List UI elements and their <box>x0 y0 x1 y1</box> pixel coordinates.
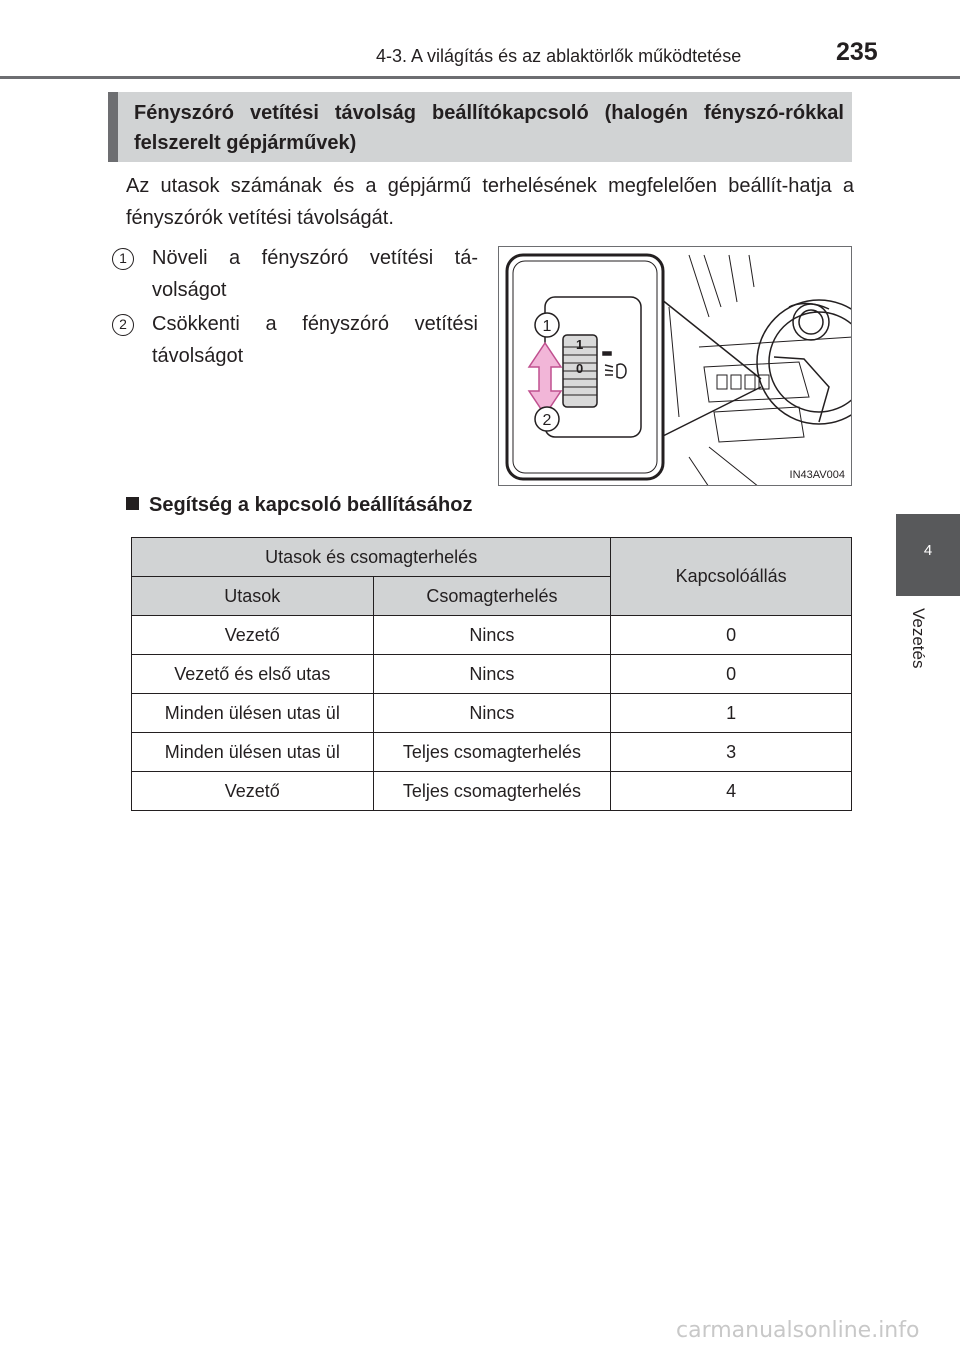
table-row <box>132 733 852 772</box>
load-table <box>131 537 852 811</box>
svg-text:2: 2 <box>542 412 552 429</box>
table-cell: Vezető és első utas <box>132 655 374 694</box>
callout-2 <box>535 407 559 431</box>
chapter-tab <box>896 514 960 596</box>
sub-heading <box>126 494 472 517</box>
table-cell: 1 <box>611 694 852 733</box>
table-cell: Vezető <box>132 772 374 811</box>
section-title: Fényszóró vetítési távolság beállítókapcsoló (halogén fényszó-rókkal felszerelt gépjárművek) <box>134 102 844 154</box>
table-cell: Vezető <box>132 616 374 655</box>
table-cell: Nincs <box>373 694 611 733</box>
table-cell: 0 <box>611 655 852 694</box>
table-cell: Minden ülésen utas ül <box>132 733 374 772</box>
running-header: 4-3. A világítás és az ablaktörlők működtetése <box>376 46 742 66</box>
figure-code: IN43AV004 <box>789 469 845 481</box>
table-cell: Teljes csomagterhelés <box>373 733 611 772</box>
dashboard-illustration <box>499 247 852 486</box>
table-cell: Teljes csomagterhelés <box>373 772 611 811</box>
table-row <box>132 616 852 655</box>
section-title-box <box>108 92 852 162</box>
chapter-tab-number: 4 <box>923 542 933 559</box>
table-group-header: Utasok és csomagterhelés <box>132 538 611 577</box>
callout-1 <box>535 313 559 337</box>
table-cell: 4 <box>611 772 852 811</box>
table-header-row <box>132 538 852 577</box>
intro-paragraph: Az utasok számának és a gépjármű terhelésének megfelelően beállít-hatja a fényszórók vetítési távolságát. <box>126 175 854 229</box>
svg-text:1: 1 <box>542 318 552 335</box>
chapter-label: Vezetés <box>909 608 928 669</box>
table-cell: Minden ülésen utas ül <box>132 694 374 733</box>
item-number-badge: 1 <box>112 248 134 270</box>
table-cell: 3 <box>611 733 852 772</box>
table-cell: Nincs <box>373 616 611 655</box>
watermark: carmanualsonline.info <box>676 1318 920 1343</box>
table-col-load: Csomagterhelés <box>373 577 611 616</box>
table-col-passengers: Utasok <box>132 577 374 616</box>
table-row <box>132 655 852 694</box>
table-cell: 0 <box>611 616 852 655</box>
dial-mark: 1 <box>576 337 584 352</box>
item-text: Csökkenti a fényszóró vetítési távolságot <box>152 313 478 367</box>
square-bullet-icon <box>126 497 139 510</box>
page-number: 235 <box>836 38 878 66</box>
headlight-leveling-figure <box>498 246 852 486</box>
table-switch-header: Kapcsolóállás <box>611 538 852 616</box>
header-rule <box>0 76 960 79</box>
dial-mark: 0 <box>576 361 584 376</box>
table-row <box>132 772 852 811</box>
item-number-badge: 2 <box>112 314 134 336</box>
table-row <box>132 694 852 733</box>
table-cell: Nincs <box>373 655 611 694</box>
item-text: Növeli a fényszóró vetítési tá-volságot <box>152 247 478 301</box>
sub-heading-text: Segítség a kapcsoló beállításához <box>149 494 473 516</box>
